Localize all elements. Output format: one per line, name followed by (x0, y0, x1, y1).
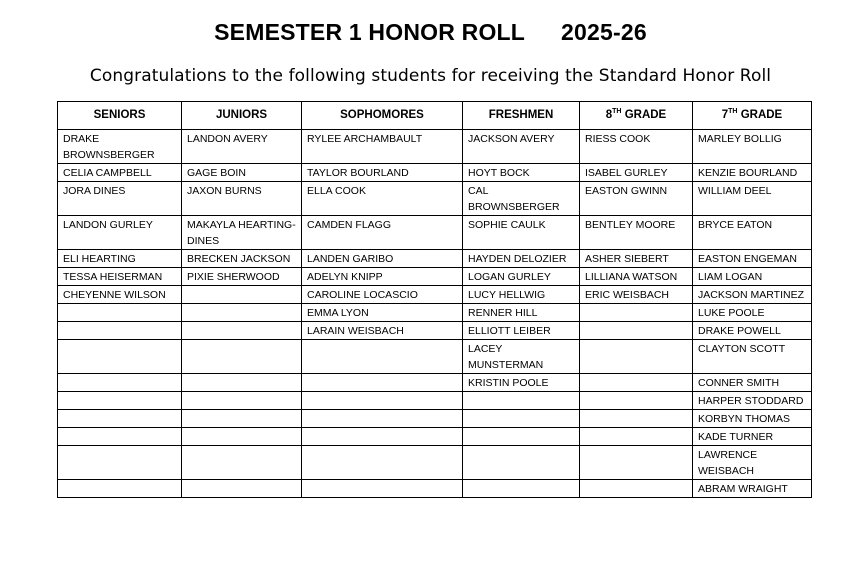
table-cell (580, 340, 693, 374)
table-cell: HARPER STODDARD (693, 392, 812, 410)
table-cell: JORA DINES (58, 182, 182, 216)
table-cell (182, 392, 302, 410)
table-cell: LANDON AVERY (182, 130, 302, 164)
title-text: SEMESTER 1 HONOR ROLL (214, 19, 526, 45)
table-cell: RENNER HILL (463, 304, 580, 322)
table-cell (182, 428, 302, 446)
table-row (58, 410, 812, 428)
table-row (58, 392, 812, 410)
table-cell: HOYT BOCK (463, 164, 580, 182)
column-header-sophomores: SOPHOMORES (302, 102, 463, 130)
table-cell (580, 446, 693, 480)
table-cell: JACKSON AVERY (463, 130, 580, 164)
table-cell: KORBYN THOMAS (693, 410, 812, 428)
table-cell (580, 480, 693, 498)
table-row (58, 446, 812, 480)
table-cell: EASTON ENGEMAN (693, 250, 812, 268)
table-cell (580, 304, 693, 322)
table-cell: HAYDEN DELOZIER (463, 250, 580, 268)
table-cell: LANDEN GARIBO (302, 250, 463, 268)
table-cell (463, 446, 580, 480)
table-cell (58, 480, 182, 498)
table-cell: ISABEL GURLEY (580, 164, 693, 182)
table-cell: TAYLOR BOURLAND (302, 164, 463, 182)
table-cell (580, 374, 693, 392)
table-cell: BRYCE EATON (693, 216, 812, 250)
table-cell: EMMA LYON (302, 304, 463, 322)
table-cell: LILLIANA WATSON (580, 268, 693, 286)
table-cell: KENZIE BOURLAND (693, 164, 812, 182)
table-cell (302, 374, 463, 392)
table-row (58, 182, 812, 216)
table-cell: BRECKEN JACKSON (182, 250, 302, 268)
table-row (58, 304, 812, 322)
table-cell: LACEY MUNSTERMAN (463, 340, 580, 374)
table-cell: LUCY HELLWIG (463, 286, 580, 304)
table-row (58, 428, 812, 446)
table-cell: CHEYENNE WILSON (58, 286, 182, 304)
school-year: 2025-26 (561, 19, 647, 45)
table-cell: LANDON GURLEY (58, 216, 182, 250)
table-row (58, 480, 812, 498)
table-cell: LAWRENCE WEISBACH (693, 446, 812, 480)
table-cell: LIAM LOGAN (693, 268, 812, 286)
table-cell (580, 322, 693, 340)
table-cell: MAKAYLA HEARTING-DINES (182, 216, 302, 250)
table-cell (463, 392, 580, 410)
table-cell (463, 480, 580, 498)
table-cell (58, 322, 182, 340)
table-cell (58, 410, 182, 428)
table-cell (58, 340, 182, 374)
table-row (58, 164, 812, 182)
table-cell: SOPHIE CAULK (463, 216, 580, 250)
table-cell: JACKSON MARTINEZ (693, 286, 812, 304)
table-cell (58, 428, 182, 446)
table-cell: DRAKE POWELL (693, 322, 812, 340)
table-cell: ERIC WEISBACH (580, 286, 693, 304)
table-row (58, 340, 812, 374)
table-cell (302, 446, 463, 480)
table-cell (463, 410, 580, 428)
table-cell: ABRAM WRAIGHT (693, 480, 812, 498)
table-cell (58, 374, 182, 392)
table-cell (58, 304, 182, 322)
column-header-7th-grade: 7TH GRADE (693, 102, 812, 130)
table-cell: WILLIAM DEEL (693, 182, 812, 216)
table-cell: CELIA CAMPBELL (58, 164, 182, 182)
table-row (58, 130, 812, 164)
table-cell: CONNER SMITH (693, 374, 812, 392)
table-row (58, 250, 812, 268)
table-cell (302, 480, 463, 498)
table-cell: RYLEE ARCHAMBAULT (302, 130, 463, 164)
table-row (58, 322, 812, 340)
table-cell (302, 340, 463, 374)
table-cell: GAGE BOIN (182, 164, 302, 182)
table-row (58, 268, 812, 286)
table-cell (182, 286, 302, 304)
table-cell (182, 374, 302, 392)
table-cell: MARLEY BOLLIG (693, 130, 812, 164)
table-cell: BENTLEY MOORE (580, 216, 693, 250)
table-cell (182, 304, 302, 322)
table-cell: ELI HEARTING (58, 250, 182, 268)
column-header-8th-grade: 8TH GRADE (580, 102, 693, 130)
table-cell: EASTON GWINN (580, 182, 693, 216)
table-cell: TESSA HEISERMAN (58, 268, 182, 286)
table-cell (58, 446, 182, 480)
table-cell: KRISTIN POOLE (463, 374, 580, 392)
honor-roll-table (57, 101, 812, 498)
table-cell: ELLA COOK (302, 182, 463, 216)
table-cell: ELLIOTT LEIBER (463, 322, 580, 340)
table-cell (182, 480, 302, 498)
table-cell: LARAIN WEISBACH (302, 322, 463, 340)
table-cell (580, 410, 693, 428)
table-row (58, 286, 812, 304)
table-cell: CLAYTON SCOTT (693, 340, 812, 374)
table-row (58, 216, 812, 250)
header-row (58, 102, 812, 130)
table-cell (302, 428, 463, 446)
table-cell (580, 428, 693, 446)
table-cell: JAXON BURNS (182, 182, 302, 216)
table-cell (302, 410, 463, 428)
table-cell (182, 322, 302, 340)
table-cell: ASHER SIEBERT (580, 250, 693, 268)
table-cell (463, 428, 580, 446)
column-header-freshmen: FRESHMEN (463, 102, 580, 130)
column-header-seniors: SENIORS (58, 102, 182, 130)
table-cell: LUKE POOLE (693, 304, 812, 322)
table-row (58, 374, 812, 392)
table-cell (302, 392, 463, 410)
page-subtitle: Congratulations to the following students for receiving the Standard Honor Roll (89, 66, 772, 86)
table-cell: PIXIE SHERWOOD (182, 268, 302, 286)
table-cell: LOGAN GURLEY (463, 268, 580, 286)
table-cell (182, 410, 302, 428)
table-cell: CAL BROWNSBERGER (463, 182, 580, 216)
table-cell: CAROLINE LOCASCIO (302, 286, 463, 304)
column-header-juniors: JUNIORS (182, 102, 302, 130)
table-cell (182, 340, 302, 374)
table-cell (580, 392, 693, 410)
table-cell (182, 446, 302, 480)
table-cell (58, 392, 182, 410)
table-cell: CAMDEN FLAGG (302, 216, 463, 250)
table-cell: RIESS COOK (580, 130, 693, 164)
table-cell: DRAKE BROWNSBERGER (58, 130, 182, 164)
table-cell: KADE TURNER (693, 428, 812, 446)
table-cell: ADELYN KNIPP (302, 268, 463, 286)
page-title (0, 19, 861, 46)
